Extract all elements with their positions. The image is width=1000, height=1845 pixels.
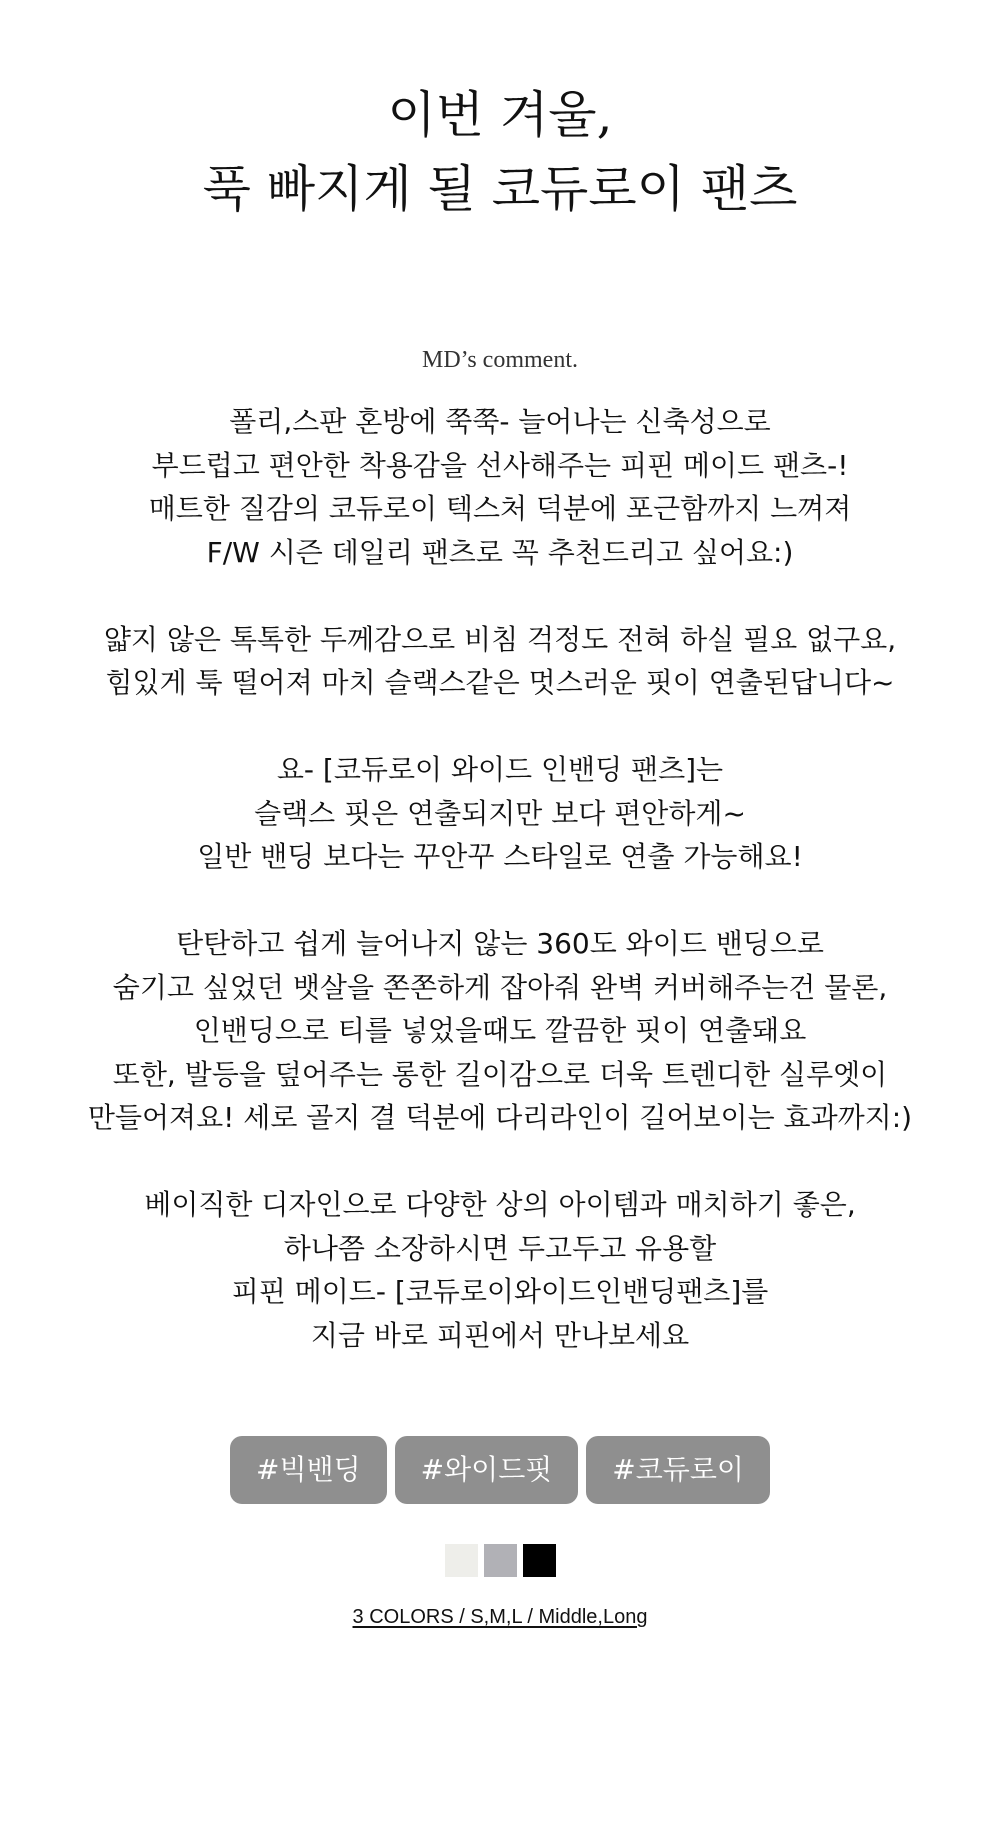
hashtag-corduroy[interactable]: #코듀로이 bbox=[586, 1436, 770, 1504]
comment-paragraph-1 bbox=[0, 400, 1000, 574]
title-line-2: 푹 빠지게 될 코듀로이 팬츠 bbox=[202, 160, 798, 218]
comment-line: 부드럽고 편안한 착용감을 선사해주는 피핀 메이드 팬츠-! bbox=[151, 448, 849, 482]
comment-line: 베이직한 디자인으로 다양한 상의 아이템과 매치하기 좋은, bbox=[144, 1188, 856, 1221]
comment-line: 탄탄하고 쉽게 늘어나지 않는 360도 와이드 밴딩으로 bbox=[176, 927, 824, 960]
md-comment-body bbox=[0, 400, 1000, 1357]
comment-paragraph-4 bbox=[0, 922, 1000, 1140]
product-options-summary bbox=[0, 1604, 1000, 1630]
comment-line: F/W 시즌 데일리 팬츠로 꼭 추천드리고 싶어요:) bbox=[206, 535, 794, 569]
color-swatch-gray bbox=[484, 1544, 517, 1577]
comment-line: 폴리,스판 혼방에 쭉쭉- 늘어나는 신축성으로 bbox=[229, 405, 771, 438]
md-comment-label: MD’s comment. bbox=[422, 347, 578, 373]
color-swatch-black bbox=[523, 1544, 556, 1577]
hashtag-wide-fit[interactable]: #와이드핏 bbox=[395, 1436, 579, 1504]
comment-line: 만들어져요! 세로 골지 결 덕분에 다리라인이 길어보이는 효과까지:) bbox=[87, 1101, 913, 1134]
comment-line: 매트한 질감의 코듀로이 텍스처 덕분에 포근함까지 느껴져 bbox=[148, 492, 852, 525]
comment-paragraph-2 bbox=[0, 618, 1000, 705]
comment-line: 얇지 않은 톡톡한 두께감으로 비침 걱정도 전혀 하실 필요 없구요, bbox=[103, 622, 897, 656]
hashtag-list bbox=[0, 1436, 1000, 1504]
comment-line: 요- [코듀로이 와이드 인밴딩 팬츠]는 bbox=[276, 753, 724, 786]
comment-paragraph-5 bbox=[0, 1183, 1000, 1357]
options-text: 3 COLORS / S,M,L / Middle,Long bbox=[352, 1606, 648, 1628]
paragraph-spacer bbox=[0, 879, 1000, 923]
comment-line: 힘있게 툭 떨어져 마치 슬랙스같은 멋스러운 핏이 연출된답니다~ bbox=[105, 666, 895, 699]
hashtag-big-banding[interactable]: #빅밴딩 bbox=[230, 1436, 387, 1504]
comment-line: 인밴딩으로 티를 넣었을때도 깔끔한 핏이 연출돼요 bbox=[193, 1014, 807, 1047]
page-title bbox=[0, 78, 1000, 226]
paragraph-spacer bbox=[0, 1140, 1000, 1184]
comment-line: 일반 밴딩 보다는 꾸안꾸 스타일로 연출 가능해요! bbox=[197, 840, 803, 873]
comment-line: 숨기고 싶었던 뱃살을 쫀쫀하게 잡아줘 완벽 커버해주는건 물론, bbox=[112, 970, 888, 1004]
title-line-1: 이번 겨울, bbox=[387, 86, 613, 144]
paragraph-spacer bbox=[0, 574, 1000, 618]
comment-line: 또한, 발등을 덮어주는 롱한 길이감으로 더욱 트렌디한 실루엣이 bbox=[112, 1057, 888, 1091]
paragraph-spacer bbox=[0, 705, 1000, 749]
color-swatch-light-ivory bbox=[445, 1544, 478, 1577]
comment-line: 피핀 메이드- [코듀로이와이드인밴딩팬츠]를 bbox=[231, 1275, 769, 1308]
comment-line: 지금 바로 피핀에서 만나보세요 bbox=[310, 1318, 690, 1352]
comment-paragraph-3 bbox=[0, 748, 1000, 879]
comment-line: 하나쯤 소장하시면 두고두고 유용할 bbox=[283, 1231, 717, 1265]
comment-line: 슬랙스 핏은 연출되지만 보다 편안하게~ bbox=[254, 796, 746, 830]
color-swatches bbox=[0, 1544, 1000, 1577]
